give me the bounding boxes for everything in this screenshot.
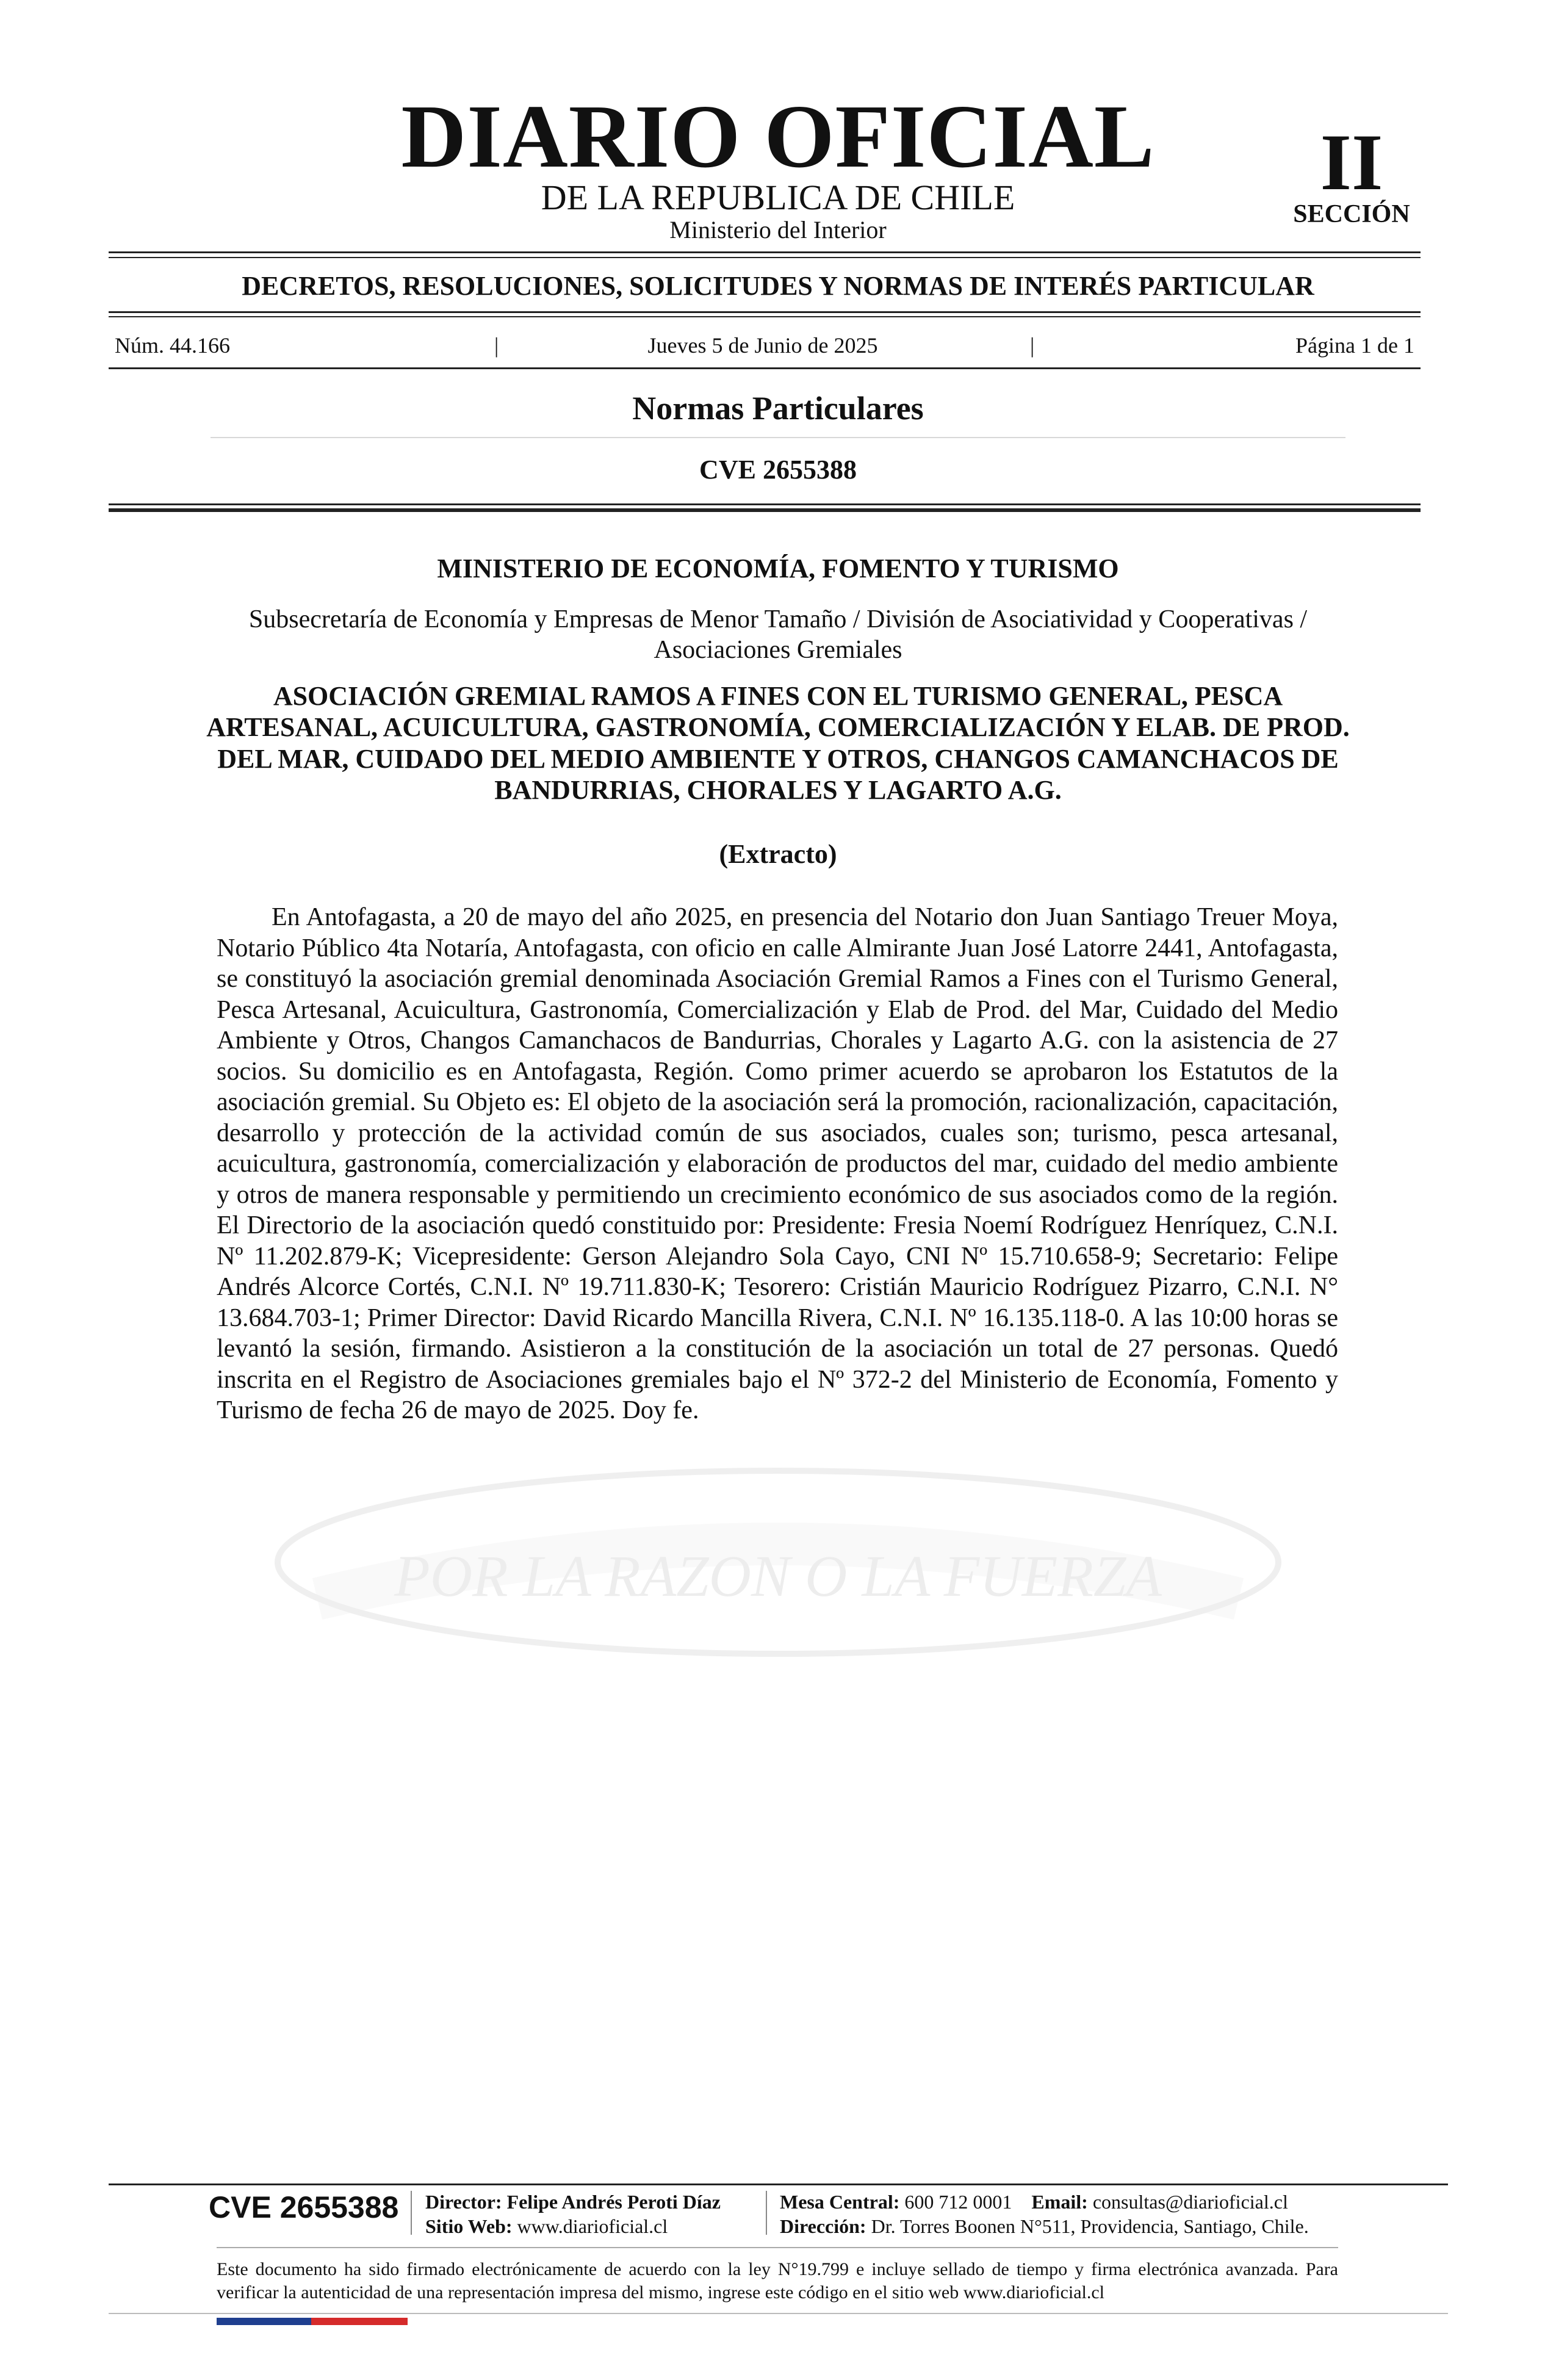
email-link[interactable]: consultas@diarioficial.cl xyxy=(1092,2191,1288,2213)
flag-stripe-red xyxy=(311,2318,408,2325)
issue-date: Jueves 5 de Junio de 2025 xyxy=(647,333,878,358)
subsecretaria-line: Subsecretaría de Economía y Empresas de Menor Tamaño / División de Asociatividad y Cooperativas / Asociaciones Gremiales xyxy=(248,605,1308,665)
ministry-heading: MINISTERIO DE ECONOMÍA, FOMENTO Y TURISMO xyxy=(437,554,1119,583)
masthead-rule-bottom xyxy=(109,257,1421,258)
association-title: ASOCIACIÓN GREMIAL RAMOS A FINES CON EL TURISMO GENERAL, PESCA ARTESANAL, ACUICULTURA, GASTRONOMÍA, COMERCIALIZACIÓN Y ELAB. DE PROD. DEL MAR, CUIDADO DEL MEDIO AMBIENTE Y OTROS, CHANGOS CAMANCHACOS DE BANDURRIAS, CHORALES Y LAGARTO A.G. xyxy=(206,681,1350,806)
section-rule-top xyxy=(109,503,1421,505)
mesa-label: Mesa Central: xyxy=(780,2191,900,2213)
director-label: Director: xyxy=(425,2191,502,2213)
coat-of-arms-watermark xyxy=(195,1446,1361,1703)
masthead-ministry: Ministerio del Interior xyxy=(669,216,887,243)
meta-rule xyxy=(109,367,1421,369)
cve-code: CVE 2655388 xyxy=(699,455,857,485)
footer-verification-note: Este documento ha sido firmado electrónicamente de acuerdo con la ley N°19.799 e incluye sellado de tiempo y firma electrónica avanzada. Para verificar la autenticidad de una representación impresa del mismo, ingrese este código en el sitio web www.diarioficial.cl xyxy=(217,2259,1338,2302)
footer-divider xyxy=(411,2191,412,2235)
website-link[interactable]: www.diarioficial.cl xyxy=(517,2215,668,2237)
website-label: Sitio Web: xyxy=(425,2215,513,2237)
meta-separator: | xyxy=(494,333,499,358)
masthead-subtitle: DE LA REPUBLICA DE CHILE xyxy=(541,178,1015,217)
footer-cve-code: CVE 2655388 xyxy=(209,2190,399,2224)
footer-contact-block xyxy=(780,2190,1309,2238)
footer-divider xyxy=(766,2191,767,2235)
address-label: Dirección: xyxy=(780,2215,866,2237)
flag-stripe-blue xyxy=(217,2318,311,2325)
issue-number: Núm. 44.166 xyxy=(115,333,230,358)
body-paragraph: En Antofagasta, a 20 de mayo del año 2025, en presencia del Notario don Juan Santiago Treuer Moya, Notario Público 4ta Notaría, Antofagasta, con oficio en calle Almirante Juan José Latorre 2441, Antofagasta, se constituyó la asociación gremial denominada Asociación Gremial Ramos a Fines con el Turismo General, Pesca Artesanal, Acuicultura, Gastronomía, Comercialización y Elab de Prod. del Mar, Cuidado del Medio Ambiente y Otros, Changos Camanchacos de Bandurrias, Chorales y Lagarto A.G. con la asistencia de 27 socios. Su domicilio es en Antofagasta, Región. Como primer acuerdo se aprobaron los Estatutos de la asociación gremial. Su Objeto es: El objeto de la asociación será la promoción, racionalización, capacitación, desarrollo y protección de la actividad común de sus asociados, cuales son; turismo, pesca artesanal, acuicultura, gastronomía, comercialización y elaboración de productos del mar, cuidado del medio ambiente y otros de manera responsable y permitiendo un crecimiento económico de sus asociados como de la región. El Directorio de la asociación quedó constituido por: Presidente: Fresia Noemí Rodríguez Henríquez, C.N.I. Nº 11.202.879-K; Vicepresidente: Gerson Alejandro Sola Cayo, CNI Nº 15.710.658-9; Secretario: Felipe Andrés Alcorce Cortés, C.N.I. Nº 19.711.830-K; Tesorero: Cristián Mauricio Rodríguez Pizarro, C.N.I. N° 13.684.703-1; Primer Director: David Ricardo Mancilla Rivera, C.N.I. Nº 16.135.118-0. A las 10:00 horas se levantó la sesión, firmando. Asistieron a la constitución de la asociación un total de 27 personas. Quedó inscrita en el Registro de Asociaciones gremiales bajo el Nº 372-2 del Ministerio de Economía, Fomento y Turismo de fecha 26 de mayo de 2025. Doy fe. xyxy=(217,903,1338,1424)
section-rule-bottom xyxy=(109,508,1421,512)
footer-director-block xyxy=(425,2190,721,2238)
meta-separator: | xyxy=(1030,333,1035,358)
footer-rule-bottom xyxy=(109,2313,1448,2314)
page-indicator: Página 1 de 1 xyxy=(1295,333,1414,358)
section-label: SECCIÓN xyxy=(1293,200,1410,228)
footer-rule-top xyxy=(109,2183,1448,2185)
masthead-rule-top xyxy=(109,251,1421,253)
band-title: DECRETOS, RESOLUCIONES, SOLICITUDES Y NORMAS DE INTERÉS PARTICULAR xyxy=(242,271,1314,301)
band-rule-bottom xyxy=(109,316,1421,317)
footer-rule-mid xyxy=(217,2247,1338,2248)
watermark-motto: POR LA RAZON O LA FUERZA xyxy=(394,1543,1162,1609)
band-rule-top xyxy=(109,311,1421,313)
mesa-phone: 600 712 0001 xyxy=(904,2191,1012,2213)
masthead-title: DIARIO OFICIAL xyxy=(401,87,1155,187)
director-name: Felipe Andrés Peroti Díaz xyxy=(506,2191,721,2213)
section-title-underline xyxy=(211,437,1345,438)
section-title: Normas Particulares xyxy=(632,390,924,427)
address-value: Dr. Torres Boonen N°511, Providencia, Santiago, Chile. xyxy=(871,2215,1309,2237)
section-number: II xyxy=(1320,117,1383,207)
extract-label: (Extracto) xyxy=(719,839,837,869)
email-label: Email: xyxy=(1031,2191,1088,2213)
